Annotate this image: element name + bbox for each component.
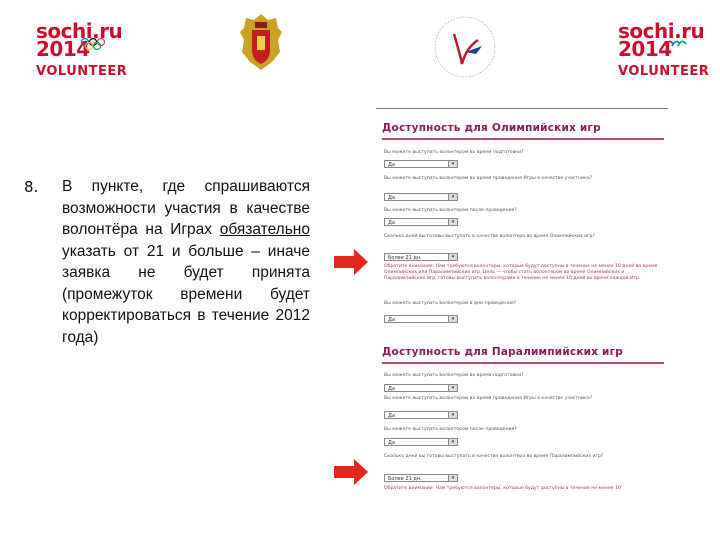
chevron-down-icon: ▾ — [448, 439, 457, 445]
olympic-q2-select[interactable] — [384, 193, 458, 201]
paralympic-q2-select[interactable] — [384, 411, 458, 419]
olympic-q3-select[interactable] — [384, 218, 458, 226]
chevron-down-icon: ▾ — [448, 316, 457, 322]
paralympic-note: Обратите внимание: Нам требуются волонтеры, которые будут доступны в течение не менее 10 — [384, 486, 621, 491]
chevron-down-icon: ▾ — [448, 475, 457, 481]
olympic-q1-label: Вы можете выступать волонтером во время подготовки? — [384, 150, 524, 155]
chevron-down-icon: ▾ — [448, 219, 457, 225]
logo-volunteer-text: VOLUNTEER — [36, 64, 128, 79]
olympic-days-select[interactable] — [384, 253, 458, 261]
divider — [376, 108, 668, 109]
paralympic-q3-select[interactable] — [384, 438, 458, 446]
paralympic-days-select[interactable] — [384, 474, 458, 482]
item-instruction-text — [62, 176, 310, 348]
sochi-volunteer-logo-left — [36, 19, 128, 79]
olympic-rings-icon — [80, 38, 106, 50]
olympic-q5-label: Вы можете выступать волонтером в дни проведения? — [384, 301, 517, 306]
olympic-days-value: Более 21 дн. — [388, 255, 422, 261]
logo-volunteer-text: VOLUNTEER — [618, 64, 710, 79]
logo-brand-line1: sochi.ru — [36, 19, 123, 43]
olympic-q4-label: Сколько дней вы готовы выступать в качестве волонтера во время Олимпийских игр? — [384, 234, 595, 239]
logo-brand-line2: 2014 — [36, 37, 90, 61]
chevron-down-icon: ▾ — [448, 194, 457, 200]
paralympic-agitos-icon — [664, 36, 688, 50]
item-number: 8. — [24, 178, 39, 196]
logo-brand-line1: sochi.ru — [618, 19, 705, 43]
paralympic-q1-value: Да — [388, 386, 395, 392]
olympic-q3-label: Вы можете выступать волонтером после проведения? — [384, 208, 517, 213]
olympic-note: Обратите внимание: Нам требуются волонтеры, которые будут доступны в течение не менее 10 дней во время Олимпийских или Паралимпийских игр. Цель — чтобы стать волонтером во время Олимпийских и Паралимпийских игр, готовы выступать волонтерами в течение не менее 10 дней во время каждой Игр. — [384, 264, 658, 281]
coat-of-arms-icon — [238, 12, 284, 72]
paralympic-q3-value: Да — [388, 440, 395, 446]
olympic-q5-select[interactable] — [384, 315, 458, 323]
chevron-down-icon: ▾ — [448, 385, 457, 391]
instruction-part1: В пункте, где спрашиваются возможности участия в качестве волонтёра на Играх — [62, 178, 310, 238]
paralympic-q1-select[interactable] — [384, 384, 458, 392]
instruction-part2: указать от 21 и больше – иначе заявка не будет принята (промежуток времени будет корректироваться в течение 2012 года) — [62, 242, 310, 346]
olympic-section-title: Доступность для Олимпийских игр — [382, 122, 601, 134]
paralympic-q2-value: Да — [388, 413, 395, 419]
chevron-down-icon: ▾ — [448, 412, 457, 418]
university-logo-icon — [432, 14, 498, 80]
paralympic-q2-label: Вы можете выступать волонтером во время проведения Игры в качестве участника? — [384, 396, 593, 401]
sochi-volunteer-logo-right — [618, 19, 710, 79]
paralympic-section-title: Доступность для Паралимпийских игр — [382, 346, 623, 358]
olympic-q1-select[interactable] — [384, 160, 458, 168]
paralympic-q1-label: Вы можете выступать волонтером во время подготовки? — [384, 373, 524, 378]
chevron-down-icon: ▾ — [448, 161, 457, 167]
logo-brand-line2: 2014 — [618, 37, 672, 61]
availability-form-panel — [376, 104, 668, 496]
olympic-q3-value: Да — [388, 220, 395, 226]
divider — [382, 362, 664, 364]
olympic-q2-label: Вы можете выступать волонтером во время проведения Игры в качестве участника? — [384, 176, 593, 181]
paralympic-days-value: Более 21 дн. — [388, 476, 422, 482]
olympic-q1-value: Да — [388, 162, 395, 168]
pointer-arrow-icon — [334, 249, 368, 275]
olympic-q5-value: Да — [388, 317, 395, 323]
paralympic-q3-label: Вы можете выступать волонтером после проведения? — [384, 427, 517, 432]
paralympic-q4-label: Сколько дней вы готовы выступать в качестве волонтера во время Паралимпийских игр? — [384, 454, 604, 459]
chevron-down-icon: ▾ — [448, 254, 457, 260]
instruction-underlined: обязательно — [219, 221, 310, 238]
pointer-arrow-icon — [334, 459, 368, 485]
divider — [382, 138, 664, 140]
olympic-q2-value: Да — [388, 195, 395, 201]
